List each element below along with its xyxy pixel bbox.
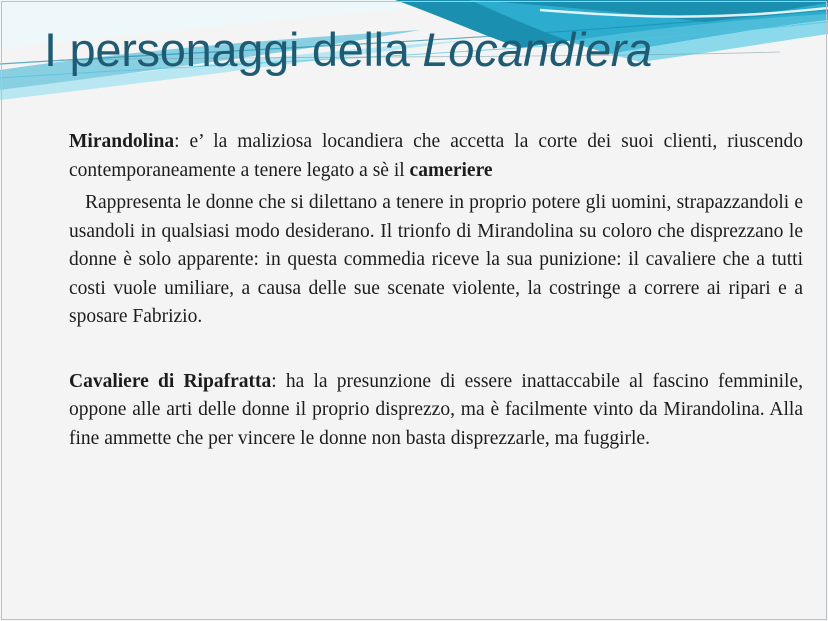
title-italic: Locandiera [422, 23, 652, 76]
mirandolina-text: : e’ la maliziosa locandiera che accetta la corte dei suoi clienti, riuscendo contemporaneamente a tenere legato a sè il [69, 131, 803, 181]
slide-title [44, 22, 652, 78]
cavaliere-text: : ha la presunzione di essere inattaccabile al fascino femminile, oppone alle arti delle donne il proprio disprezzo, ma è facilmente vinto da Mirandolina. Alla fine ammette che per vincere le donne non basta disprezzarle, ma fuggirle. [69, 370, 803, 449]
paragraph-rappresenta: Rappresenta le donne che si dilettano a tenere in proprio potere gli uomini, strapazzandoli e usandoli in qualsiasi modo desiderano. Il trionfo di Mirandolina su coloro che disprezzano le donne è solo apparente: in questa commedia riceve la sua punizione: il cavaliere che a tutti costi vuole umiliare, a causa delle sue scenate violente, la costringe a correre ai ripari e a sposare Fabrizio. [69, 192, 803, 327]
title-normal: I personaggi della [44, 23, 423, 76]
slide-body [69, 128, 803, 453]
paragraph-mirandolina [69, 128, 803, 185]
paragraph-cavaliere [69, 368, 803, 454]
cavaliere-name: Cavaliere di Ripafratta [69, 370, 272, 392]
mirandolina-name: Mirandolina [69, 131, 175, 152]
mirandolina-emphasis: cameriere [409, 159, 493, 181]
